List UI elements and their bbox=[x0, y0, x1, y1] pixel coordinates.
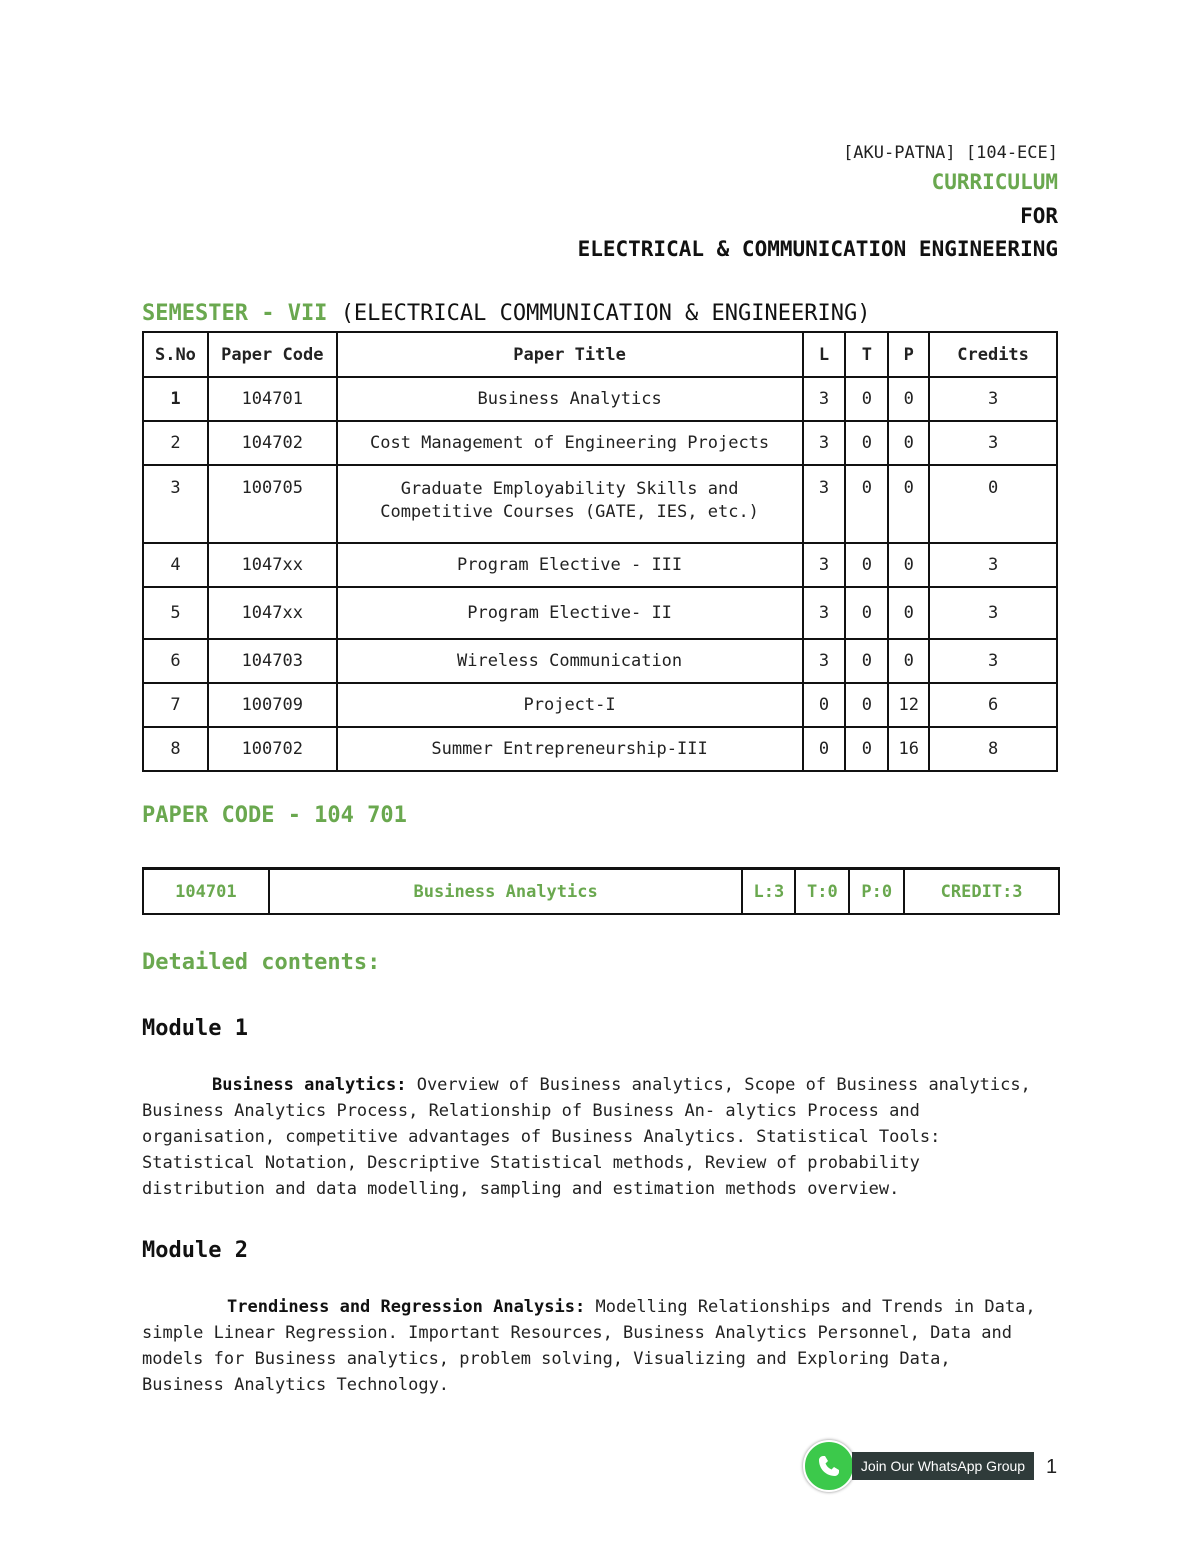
table-row bbox=[143, 377, 1057, 421]
cell-paper-code: 1047xx bbox=[208, 543, 337, 587]
semester-label: SEMESTER - VII bbox=[142, 301, 328, 326]
doc-reference: [AKU-PATNA] [104-ECE] bbox=[843, 143, 1058, 163]
cell-credits: 8 bbox=[929, 727, 1057, 771]
cell-credits: 3 bbox=[929, 421, 1057, 465]
cell-credits: 3 bbox=[929, 639, 1057, 683]
col-header-p: P bbox=[888, 332, 929, 377]
cell-title-line1: Graduate Employability Skills and bbox=[400, 479, 739, 499]
cell-p: 0 bbox=[888, 639, 929, 683]
table-row bbox=[143, 639, 1057, 683]
cell-paper-code: 100702 bbox=[208, 727, 337, 771]
table-row bbox=[143, 727, 1057, 771]
cell-sno: 2 bbox=[143, 421, 208, 465]
cell-t: 0 bbox=[845, 543, 888, 587]
cell-t: 0 bbox=[845, 587, 888, 639]
col-header-credits: Credits bbox=[929, 332, 1057, 377]
cell-sno: 6 bbox=[143, 639, 208, 683]
cell-paper-code: 100705 bbox=[208, 465, 337, 543]
cell-paper-code: 1047xx bbox=[208, 587, 337, 639]
cell-l: 3 bbox=[803, 587, 846, 639]
col-header-paper-title: Paper Title bbox=[337, 332, 803, 377]
cell-sno: 7 bbox=[143, 683, 208, 727]
cell-p: 0 bbox=[888, 377, 929, 421]
subject-credit: CREDIT:3 bbox=[904, 869, 1059, 915]
subject-row bbox=[143, 869, 1059, 915]
cell-paper-title bbox=[337, 465, 803, 543]
cell-credits: 3 bbox=[929, 377, 1057, 421]
module-2-body: Modelling Relationships and Trends in Data, simple Linear Regression. Important Resources, Business Analytics Personnel, Data and models for Business analytics, problem solving, Visualizing and Exploring Data, Business Analytics Technology. bbox=[142, 1297, 1036, 1395]
cell-t: 0 bbox=[845, 465, 888, 543]
cell-paper-title: Cost Management of Engineering Projects bbox=[337, 421, 803, 465]
cell-t: 0 bbox=[845, 683, 888, 727]
module-2-heading: Module 2 bbox=[142, 1238, 248, 1263]
cell-p: 16 bbox=[888, 727, 929, 771]
cell-t: 0 bbox=[845, 639, 888, 683]
subject-t: T:0 bbox=[795, 869, 849, 915]
department-title: ELECTRICAL & COMMUNICATION ENGINEERING bbox=[577, 237, 1058, 261]
cell-t: 0 bbox=[845, 727, 888, 771]
cell-paper-title: Business Analytics bbox=[337, 377, 803, 421]
cell-p: 0 bbox=[888, 421, 929, 465]
cell-paper-code: 104703 bbox=[208, 639, 337, 683]
cell-p: 0 bbox=[888, 465, 929, 543]
detailed-contents-heading: Detailed contents: bbox=[142, 950, 381, 975]
subject-title: Business Analytics bbox=[269, 869, 743, 915]
col-header-t: T bbox=[845, 332, 888, 377]
semester-heading bbox=[142, 301, 871, 326]
semester-branch: (ELECTRICAL COMMUNICATION & ENGINEERING) bbox=[340, 301, 871, 326]
module-1-lead: Business analytics: bbox=[212, 1075, 407, 1095]
cell-l: 3 bbox=[803, 639, 846, 683]
phone-icon bbox=[815, 1452, 843, 1480]
cell-credits: 3 bbox=[929, 587, 1057, 639]
cell-t: 0 bbox=[845, 377, 888, 421]
whatsapp-join-button[interactable]: Join Our WhatsApp Group bbox=[852, 1452, 1034, 1480]
col-header-l: L bbox=[803, 332, 846, 377]
cell-sno: 3 bbox=[143, 465, 208, 543]
table-row bbox=[143, 421, 1057, 465]
cell-l: 0 bbox=[803, 727, 846, 771]
table-header-row bbox=[143, 332, 1057, 377]
table-row bbox=[143, 587, 1057, 639]
page-number: 1 bbox=[1046, 1456, 1058, 1478]
curriculum-for: FOR bbox=[1020, 204, 1058, 228]
cell-l: 0 bbox=[803, 683, 846, 727]
cell-paper-title: Wireless Communication bbox=[337, 639, 803, 683]
cell-paper-title: Program Elective - III bbox=[337, 543, 803, 587]
cell-title-line2: Competitive Courses (GATE, IES, etc.) bbox=[380, 502, 759, 522]
curriculum-table bbox=[142, 331, 1058, 772]
cell-paper-code: 104702 bbox=[208, 421, 337, 465]
subject-code: 104701 bbox=[143, 869, 269, 915]
cell-paper-title: Project-I bbox=[337, 683, 803, 727]
whatsapp-icon[interactable] bbox=[803, 1440, 855, 1492]
cell-paper-title: Summer Entrepreneurship-III bbox=[337, 727, 803, 771]
module-1-body: Overview of Business analytics, Scope of Business analytics, Business Analytics Process, Relationship of Business An- alytics Process and organisation, competitive advantages of Business Analytics. Statistical Tools: Statistical Notation, Descriptive Statistical methods, Review of probability distribution and data modelling, sampling and estimation methods overview. bbox=[142, 1075, 1031, 1199]
cell-t: 0 bbox=[845, 421, 888, 465]
curriculum-title: CURRICULUM bbox=[931, 170, 1058, 194]
cell-l: 3 bbox=[803, 377, 846, 421]
table-row bbox=[143, 683, 1057, 727]
subject-p: P:0 bbox=[849, 869, 904, 915]
cell-l: 3 bbox=[803, 421, 846, 465]
cell-paper-title: Program Elective- II bbox=[337, 587, 803, 639]
cell-l: 3 bbox=[803, 543, 846, 587]
cell-sno: 4 bbox=[143, 543, 208, 587]
cell-sno: 1 bbox=[143, 377, 208, 421]
paper-code-heading: PAPER CODE - 104 701 bbox=[142, 803, 407, 828]
cell-credits: 3 bbox=[929, 543, 1057, 587]
module-1-text bbox=[142, 1072, 1042, 1202]
cell-l: 3 bbox=[803, 465, 846, 543]
cell-p: 0 bbox=[888, 587, 929, 639]
cell-sno: 5 bbox=[143, 587, 208, 639]
table-row bbox=[143, 543, 1057, 587]
cell-sno: 8 bbox=[143, 727, 208, 771]
cell-p: 12 bbox=[888, 683, 929, 727]
table-row bbox=[143, 465, 1057, 543]
cell-paper-code: 104701 bbox=[208, 377, 337, 421]
cell-p: 0 bbox=[888, 543, 929, 587]
module-2-text bbox=[142, 1294, 1042, 1398]
subject-l: L:3 bbox=[742, 869, 795, 915]
cell-credits: 0 bbox=[929, 465, 1057, 543]
col-header-paper-code: Paper Code bbox=[208, 332, 337, 377]
module-2-lead: Trendiness and Regression Analysis: bbox=[227, 1297, 586, 1317]
subject-table bbox=[142, 867, 1060, 915]
module-1-heading: Module 1 bbox=[142, 1016, 248, 1041]
col-header-sno: S.No bbox=[143, 332, 208, 377]
cell-paper-code: 100709 bbox=[208, 683, 337, 727]
cell-credits: 6 bbox=[929, 683, 1057, 727]
